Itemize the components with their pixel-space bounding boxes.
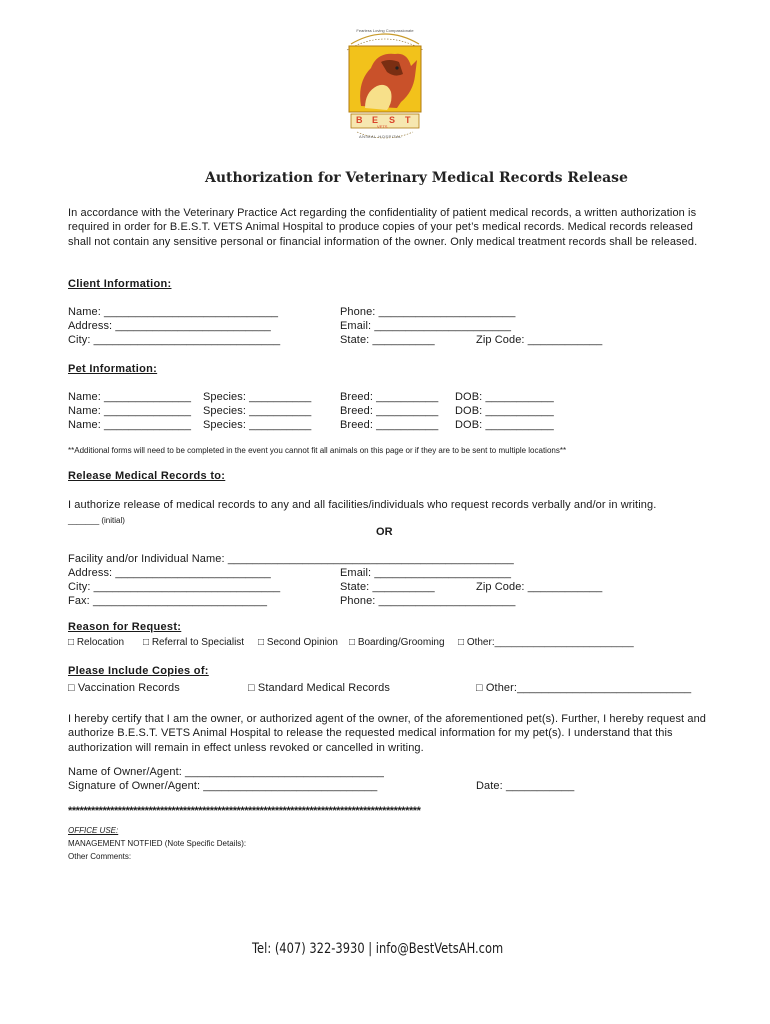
pet-species-field-2[interactable]: Species: __________ [203, 405, 312, 417]
pet-breed-field-1[interactable]: Breed: __________ [340, 391, 439, 403]
pet-heading: Pet Information: [68, 363, 158, 375]
facility-email-field[interactable]: Email: ______________________ [340, 567, 512, 579]
reason-option-referral[interactable]: □ Referral to Specialist [143, 637, 245, 648]
office-use-label: OFFICE USE: [68, 826, 119, 835]
intro-paragraph: In accordance with the Veterinary Practice Act regarding the confidentiality of patient medical records, a written authorization is required in order for B.E.S.T. VETS Animal Hospital to produce copies of your pet’s medical records. Medical records released shall not contain any sensitive personal or financial information of the owner. Only medical treatment records shall be released. [68, 207, 698, 248]
pet-note: **Additional forms will need to be completed in the event you cannot fit all animals on this page or if they are to be sent to multiple locations** [68, 446, 567, 455]
client-heading: Client Information: [68, 278, 172, 290]
reason-option-second-opinion[interactable]: □ Second Opinion [258, 637, 338, 648]
client-email-field[interactable]: Email: ______________________ [340, 320, 512, 332]
logo-letter-b: B [356, 115, 363, 125]
pet-name-field-1[interactable]: Name: ______________ [68, 391, 192, 403]
facility-city-field[interactable]: City: ______________________________ [68, 581, 281, 593]
copies-heading: Please Include Copies of: [68, 665, 209, 677]
facility-zip-field[interactable]: Zip Code: ____________ [476, 581, 603, 593]
certify-paragraph: I hereby certify that I am the owner, or authorized agent of the owner, of the aforementioned pet(s). Further, I hereby request and authorize B.E.S.T. VETS Animal Hospital to release the requested medical information for my pet(s). I understand that this authorization will remain in effect unless revoked or cancelled in writing. [68, 713, 707, 754]
footer-contact: Tel: (407) 322-3930 | info@BestVetsAH.com [252, 941, 504, 957]
office-notified-label: MANAGEMENT NOTFIED (Note Specific Details): [68, 839, 247, 848]
reason-option-other[interactable]: □ Other:_________________________ [458, 637, 634, 648]
pet-breed-field-2[interactable]: Breed: __________ [340, 405, 439, 417]
client-name-field[interactable]: Name: ____________________________ [68, 306, 279, 318]
pet-name-field-3[interactable]: Name: ______________ [68, 419, 192, 431]
copies-option-vaccination[interactable]: □ Vaccination Records [68, 682, 180, 694]
pet-species-field-3[interactable]: Species: __________ [203, 419, 312, 431]
pet-name-field-2[interactable]: Name: ______________ [68, 405, 192, 417]
client-address-field[interactable]: Address: _________________________ [68, 320, 271, 332]
office-comments-label: Other Comments: [68, 852, 132, 861]
star-divider: ******************************************************************************************** [68, 805, 421, 817]
logo-letter-t: T [405, 115, 411, 125]
copies-option-standard[interactable]: □ Standard Medical Records [248, 682, 390, 694]
facility-name-field[interactable]: Facility and/or Individual Name: ______________________________________________ [68, 553, 514, 565]
reason-option-boarding[interactable]: □ Boarding/Grooming [349, 637, 445, 648]
facility-phone-field[interactable]: Phone: ______________________ [340, 595, 516, 607]
pet-breed-field-3[interactable]: Breed: __________ [340, 419, 439, 431]
copies-option-other[interactable]: □ Other:____________________________ [476, 682, 692, 694]
client-zip-field[interactable]: Zip Code: ____________ [476, 334, 603, 346]
reason-heading: Reason for Request: [68, 621, 182, 633]
pet-dob-field-3[interactable]: DOB: ___________ [455, 419, 554, 431]
hospital-logo [337, 22, 433, 144]
pet-dob-field-2[interactable]: DOB: ___________ [455, 405, 554, 417]
logo-letter-s: S [389, 115, 396, 125]
facility-state-field[interactable]: State: __________ [340, 581, 435, 593]
client-city-field[interactable]: City: ______________________________ [68, 334, 281, 346]
date-field[interactable]: Date: ___________ [476, 780, 575, 792]
release-or-label: OR [376, 526, 393, 538]
facility-address-field[interactable]: Address: _________________________ [68, 567, 271, 579]
pet-dob-field-1[interactable]: DOB: ___________ [455, 391, 554, 403]
release-heading: Release Medical Records to: [68, 470, 226, 482]
logo-bottom-text: ANIMAL HOSPITAL [359, 134, 402, 139]
client-state-field[interactable]: State: __________ [340, 334, 435, 346]
facility-fax-field[interactable]: Fax: ____________________________ [68, 595, 268, 607]
page-title: Authorization for Veterinary Medical Records Release [205, 170, 628, 186]
owner-name-field[interactable]: Name of Owner/Agent: ________________________________ [68, 766, 385, 778]
logo-sub: VETS [377, 124, 388, 129]
client-phone-field[interactable]: Phone: ______________________ [340, 306, 516, 318]
release-authorize-text: I authorize release of medical records to any and all facilities/individuals who request records verbally and/or in writing. [68, 499, 657, 511]
reason-option-relocation[interactable]: □ Relocation [68, 637, 125, 648]
logo-arc-text: Fearless Loving Compassionate [356, 28, 414, 33]
pet-species-field-1[interactable]: Species: __________ [203, 391, 312, 403]
release-initial-field[interactable]: _______ (initial) [68, 516, 125, 525]
logo-letter-e: E [372, 115, 379, 125]
owner-signature-field[interactable]: Signature of Owner/Agent: ____________________________ [68, 780, 378, 792]
